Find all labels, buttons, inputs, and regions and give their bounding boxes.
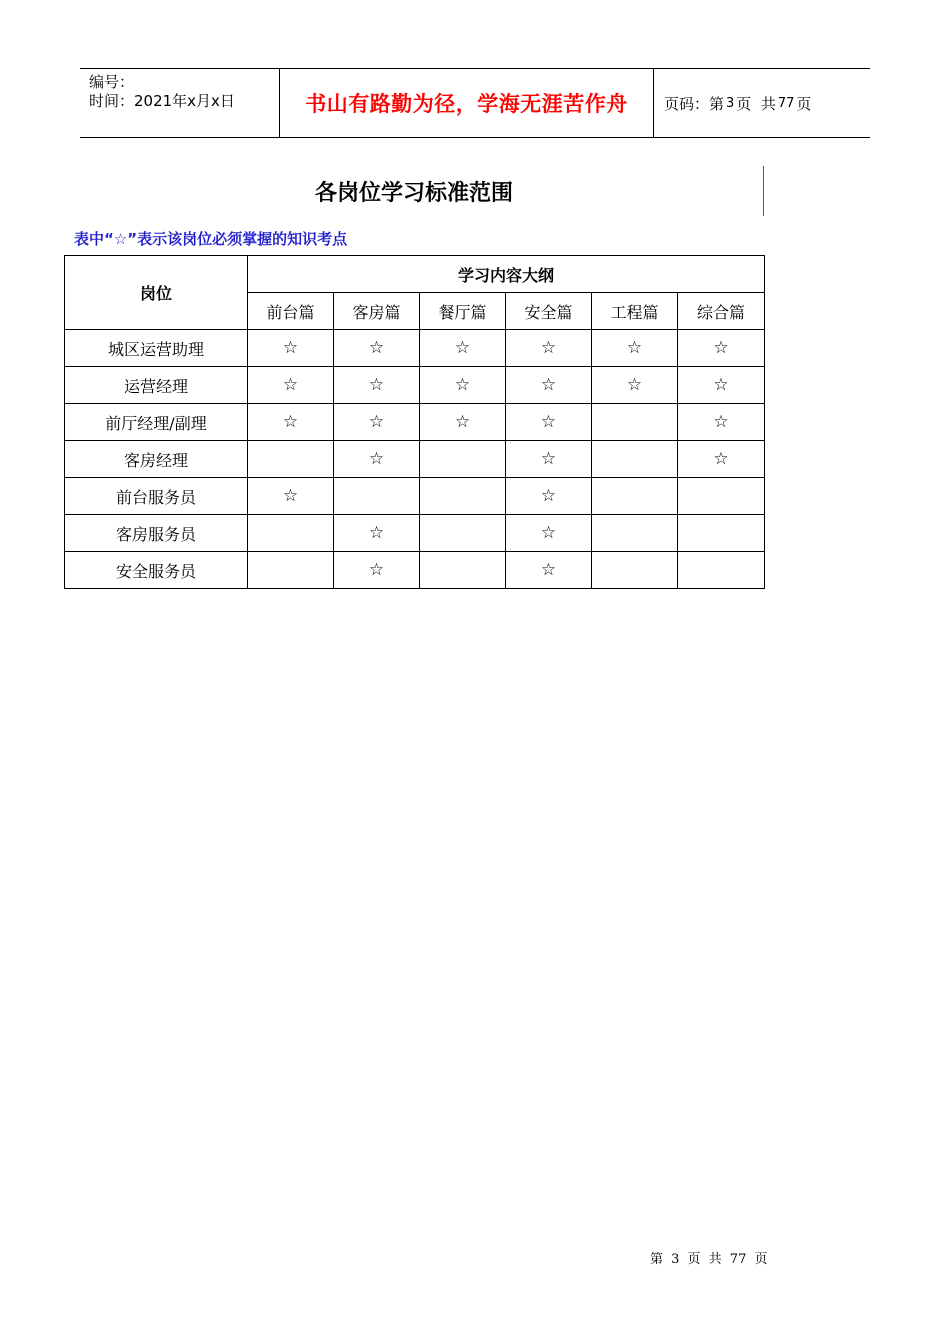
star-mark-cell: ☆ — [678, 330, 765, 367]
star-mark-cell: ☆ — [248, 478, 334, 515]
role-column-header: 岗位 — [65, 256, 248, 330]
role-cell: 客房经理 — [65, 441, 248, 478]
star-mark-cell: ☆ — [248, 404, 334, 441]
role-cell: 运营经理 — [65, 367, 248, 404]
star-mark-cell: ☆ — [592, 367, 678, 404]
star-mark-cell: ☆ — [334, 552, 420, 589]
table-note: 表中“☆”表示该岗位必须掌握的知识考点 — [74, 230, 348, 248]
star-mark-cell — [420, 552, 506, 589]
star-mark-cell: ☆ — [592, 330, 678, 367]
star-mark-cell — [248, 552, 334, 589]
role-cell: 客房服务员 — [65, 515, 248, 552]
star-mark-cell: ☆ — [248, 367, 334, 404]
star-mark-cell — [334, 478, 420, 515]
column-header: 安全篇 — [506, 293, 592, 330]
role-cell: 城区运营助理 — [65, 330, 248, 367]
table-header-row — [65, 256, 765, 293]
star-mark-cell: ☆ — [506, 441, 592, 478]
table-row — [65, 404, 765, 441]
star-mark-cell: ☆ — [334, 441, 420, 478]
star-mark-cell: ☆ — [334, 330, 420, 367]
star-mark-cell — [420, 515, 506, 552]
column-header: 餐厅篇 — [420, 293, 506, 330]
header-motto: 书山有路勤为径，学海无涯苦作舟 — [280, 69, 654, 137]
role-cell: 前台服务员 — [65, 478, 248, 515]
star-mark-cell — [592, 478, 678, 515]
star-mark-cell — [678, 552, 765, 589]
time-label: 时间：2021年x月x日 — [89, 92, 235, 110]
page-suffix: 页 — [796, 94, 812, 113]
column-header: 综合篇 — [678, 293, 765, 330]
star-mark-cell: ☆ — [506, 330, 592, 367]
page-number: 3 — [726, 95, 735, 111]
star-mark-cell: ☆ — [506, 552, 592, 589]
column-header: 客房篇 — [334, 293, 420, 330]
table-row — [65, 330, 765, 367]
page-header — [80, 68, 870, 138]
header-page-info — [654, 69, 870, 137]
column-header: 前台篇 — [248, 293, 334, 330]
star-mark-cell: ☆ — [248, 330, 334, 367]
star-mark-cell: ☆ — [678, 404, 765, 441]
divider-line — [763, 166, 764, 216]
table-row — [65, 441, 765, 478]
star-mark-cell — [592, 441, 678, 478]
star-mark-cell: ☆ — [420, 330, 506, 367]
page-total: 77 — [777, 95, 795, 111]
star-mark-cell — [592, 404, 678, 441]
star-mark-cell: ☆ — [506, 478, 592, 515]
star-mark-cell: ☆ — [334, 404, 420, 441]
star-mark-cell: ☆ — [334, 367, 420, 404]
page-prefix: 页码：第 — [664, 94, 725, 113]
page-title: 各岗位学习标准范围 — [314, 180, 513, 206]
star-mark-cell: ☆ — [334, 515, 420, 552]
star-mark-cell: ☆ — [506, 367, 592, 404]
table-row — [65, 478, 765, 515]
table-row — [65, 367, 765, 404]
outline-group-header: 学习内容大纲 — [248, 256, 765, 293]
star-mark-cell — [678, 478, 765, 515]
code-label: 编号： — [89, 73, 135, 91]
header-meta — [80, 69, 280, 137]
star-mark-cell — [248, 515, 334, 552]
star-mark-cell — [420, 478, 506, 515]
star-mark-cell — [678, 515, 765, 552]
star-mark-cell: ☆ — [678, 441, 765, 478]
page-mid: 页 共 — [736, 94, 776, 113]
page-footer: 第 3 页 共 77 页 — [650, 1252, 768, 1267]
star-mark-cell: ☆ — [678, 367, 765, 404]
table-row — [65, 552, 765, 589]
role-cell: 安全服务员 — [65, 552, 248, 589]
column-header: 工程篇 — [592, 293, 678, 330]
star-mark-cell — [420, 441, 506, 478]
star-mark-cell: ☆ — [420, 404, 506, 441]
table-row — [65, 515, 765, 552]
role-cell: 前厅经理/副理 — [65, 404, 248, 441]
star-mark-cell — [248, 441, 334, 478]
star-mark-cell: ☆ — [420, 367, 506, 404]
star-mark-cell — [592, 515, 678, 552]
star-mark-cell: ☆ — [506, 515, 592, 552]
star-mark-cell: ☆ — [506, 404, 592, 441]
study-scope-table — [64, 255, 765, 589]
star-mark-cell — [592, 552, 678, 589]
